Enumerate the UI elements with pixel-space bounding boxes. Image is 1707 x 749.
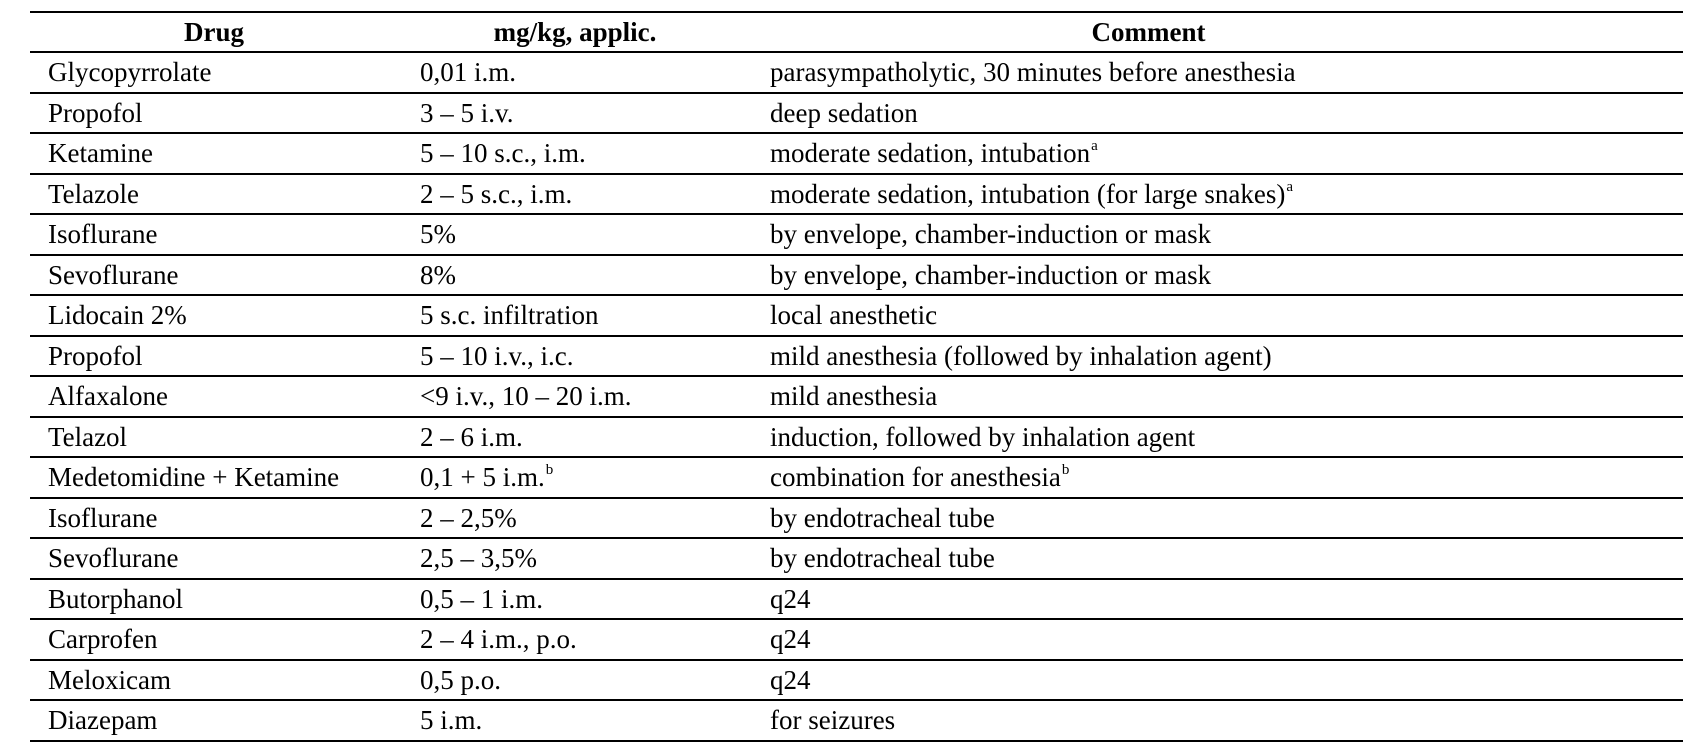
comment-cell-text: moderate sedation, intubation (for large snakes) bbox=[770, 178, 1286, 209]
comment-cell bbox=[770, 94, 919, 133]
drug-cell-text: Propofol bbox=[48, 97, 143, 128]
drug-cell bbox=[48, 337, 143, 376]
dose-cell-text: 0,1 + 5 i.m. bbox=[420, 462, 545, 492]
table-row bbox=[30, 53, 1683, 94]
dose-cell bbox=[420, 499, 518, 538]
drug-cell-text: Meloxicam bbox=[48, 664, 171, 695]
dose-cell bbox=[420, 377, 632, 416]
drug-cell bbox=[48, 458, 339, 497]
comment-cell-text: moderate sedation, intubation bbox=[770, 138, 1091, 168]
dose-cell bbox=[420, 418, 524, 457]
comment-cell-text: mild anesthesia bbox=[770, 381, 938, 411]
drug-cell-text: Isoflurane bbox=[48, 219, 158, 249]
table-row bbox=[30, 580, 1683, 621]
dose-cell bbox=[420, 296, 599, 335]
table-row bbox=[30, 296, 1683, 337]
drug-cell bbox=[48, 539, 178, 578]
drug-cell bbox=[48, 134, 153, 173]
dose-cell-text: 5 – 10 s.c., i.m. bbox=[420, 138, 586, 168]
drug-cell bbox=[48, 296, 187, 335]
comment-cell bbox=[770, 175, 1293, 214]
dose-cell bbox=[420, 580, 544, 619]
header-dose: mg/kg, applic. bbox=[493, 17, 657, 47]
dose-cell-text: 3 – 5 i.v. bbox=[420, 97, 514, 128]
dose-cell-text: 8% bbox=[420, 259, 456, 290]
dose-cell bbox=[420, 337, 574, 376]
dose-cell bbox=[420, 620, 578, 659]
dose-cell bbox=[420, 94, 515, 133]
dose-cell-text: 5 s.c. infiltration bbox=[420, 300, 599, 330]
drug-cell bbox=[48, 701, 157, 740]
table-row bbox=[30, 134, 1683, 175]
table-row bbox=[30, 175, 1683, 216]
drug-cell-text: Butorphanol bbox=[48, 583, 183, 614]
comment-cell-text: by envelope, chamber-induction or mask bbox=[770, 219, 1212, 249]
drug-cell bbox=[48, 175, 139, 214]
comment-cell bbox=[770, 539, 996, 578]
dose-cell bbox=[420, 53, 517, 92]
drug-cell-text: Medetomidine + Ketamine bbox=[48, 462, 340, 492]
dose-cell-text: 0,01 i.m. bbox=[420, 57, 517, 87]
table-row bbox=[30, 499, 1683, 540]
drug-cell bbox=[48, 499, 157, 538]
comment-cell-text: induction, followed by inhalation agent bbox=[770, 421, 1196, 452]
dose-cell-text: 2,5 – 3,5% bbox=[420, 543, 537, 573]
comment-cell bbox=[770, 256, 1212, 295]
drug-cell-text: Alfaxalone bbox=[48, 381, 168, 411]
comment-cell bbox=[770, 337, 1273, 376]
drug-cell bbox=[48, 377, 168, 416]
drug-cell bbox=[48, 94, 143, 133]
table-row bbox=[30, 418, 1683, 459]
dose-cell bbox=[420, 539, 538, 578]
comment-cell bbox=[770, 620, 812, 659]
comment-cell bbox=[770, 418, 1196, 457]
drug-cell-text: Telazol bbox=[48, 421, 128, 452]
drug-cell-text: Glycopyrrolate bbox=[48, 57, 212, 87]
table-row bbox=[30, 377, 1683, 418]
drug-dosage-table bbox=[30, 11, 1683, 742]
drug-cell bbox=[48, 580, 183, 619]
drug-cell-text: Sevoflurane bbox=[48, 259, 179, 290]
table-row bbox=[30, 539, 1683, 580]
dose-cell-text: 0,5 – 1 i.m. bbox=[420, 583, 544, 614]
drug-cell bbox=[48, 53, 211, 92]
drug-cell-text: Sevoflurane bbox=[48, 543, 179, 573]
drug-cell bbox=[48, 620, 157, 659]
drug-cell-text: Carprofen bbox=[48, 624, 158, 654]
table-row bbox=[30, 661, 1683, 702]
header-comment: Comment bbox=[1091, 17, 1206, 47]
comment-cell-text: mild anesthesia (followed by inhalation agent) bbox=[770, 340, 1272, 371]
dose-cell bbox=[420, 701, 483, 740]
comment-cell bbox=[770, 499, 996, 538]
comment-cell-text: by endotracheal tube bbox=[770, 543, 995, 573]
dose-cell-text: 0,5 p.o. bbox=[420, 664, 501, 695]
comment-cell-text: parasympatholytic, 30 minutes before anesthesia bbox=[770, 57, 1296, 87]
table-body bbox=[30, 53, 1683, 740]
drug-cell bbox=[48, 215, 157, 254]
table-row bbox=[30, 458, 1683, 499]
footnote-marker: b bbox=[545, 462, 554, 478]
drug-cell-text: Telazole bbox=[48, 178, 140, 209]
table-row bbox=[30, 337, 1683, 378]
header-drug: Drug bbox=[184, 17, 244, 47]
comment-cell bbox=[770, 701, 896, 740]
comment-cell-text: q24 bbox=[770, 664, 811, 695]
table-header-row bbox=[30, 13, 1683, 53]
drug-cell-text: Ketamine bbox=[48, 138, 153, 168]
footnote-marker: a bbox=[1091, 138, 1098, 154]
comment-cell-text: q24 bbox=[770, 624, 811, 654]
comment-cell-text: for seizures bbox=[770, 705, 896, 735]
drug-cell bbox=[48, 418, 127, 457]
comment-cell bbox=[770, 53, 1297, 92]
comment-cell bbox=[770, 215, 1212, 254]
comment-cell bbox=[770, 661, 812, 700]
comment-cell-text: combination for anesthesia bbox=[770, 462, 1061, 492]
footnote-marker: b bbox=[1061, 462, 1070, 478]
dose-cell-text: <9 i.v., 10 – 20 i.m. bbox=[420, 381, 632, 411]
drug-cell-text: Diazepam bbox=[48, 705, 158, 735]
comment-cell bbox=[770, 580, 812, 619]
comment-cell bbox=[770, 377, 938, 416]
drug-cell-text: Isoflurane bbox=[48, 502, 158, 533]
comment-cell bbox=[770, 134, 1098, 173]
table-row bbox=[30, 256, 1683, 297]
dose-cell bbox=[420, 256, 457, 295]
footnote-marker: a bbox=[1286, 178, 1294, 195]
comment-cell bbox=[770, 458, 1069, 497]
dose-cell-text: 5 – 10 i.v., i.c. bbox=[420, 340, 574, 371]
dose-cell-text: 2 – 4 i.m., p.o. bbox=[420, 624, 577, 654]
drug-cell bbox=[48, 256, 178, 295]
dose-cell-text: 2 – 6 i.m. bbox=[420, 421, 523, 452]
comment-cell-text: deep sedation bbox=[770, 97, 918, 128]
dose-cell bbox=[420, 215, 457, 254]
drug-cell-text: Propofol bbox=[48, 340, 143, 371]
dose-cell bbox=[420, 458, 553, 497]
comment-cell-text: q24 bbox=[770, 583, 811, 614]
comment-cell-text: local anesthetic bbox=[770, 300, 938, 330]
table-row bbox=[30, 215, 1683, 256]
table-row bbox=[30, 620, 1683, 661]
drug-cell bbox=[48, 661, 171, 700]
table-row bbox=[30, 94, 1683, 135]
dose-cell bbox=[420, 134, 587, 173]
dose-cell-text: 5 i.m. bbox=[420, 705, 483, 735]
comment-cell-text: by endotracheal tube bbox=[770, 502, 995, 533]
table-row bbox=[30, 701, 1683, 740]
comment-cell bbox=[770, 296, 938, 335]
dose-cell-text: 2 – 5 s.c., i.m. bbox=[420, 178, 573, 209]
dose-cell-text: 2 – 2,5% bbox=[420, 502, 517, 533]
comment-cell-text: by envelope, chamber-induction or mask bbox=[770, 259, 1212, 290]
drug-cell-text: Lidocain 2% bbox=[48, 300, 187, 330]
dose-cell bbox=[420, 175, 573, 214]
dose-cell-text: 5% bbox=[420, 219, 456, 249]
dose-cell bbox=[420, 661, 502, 700]
